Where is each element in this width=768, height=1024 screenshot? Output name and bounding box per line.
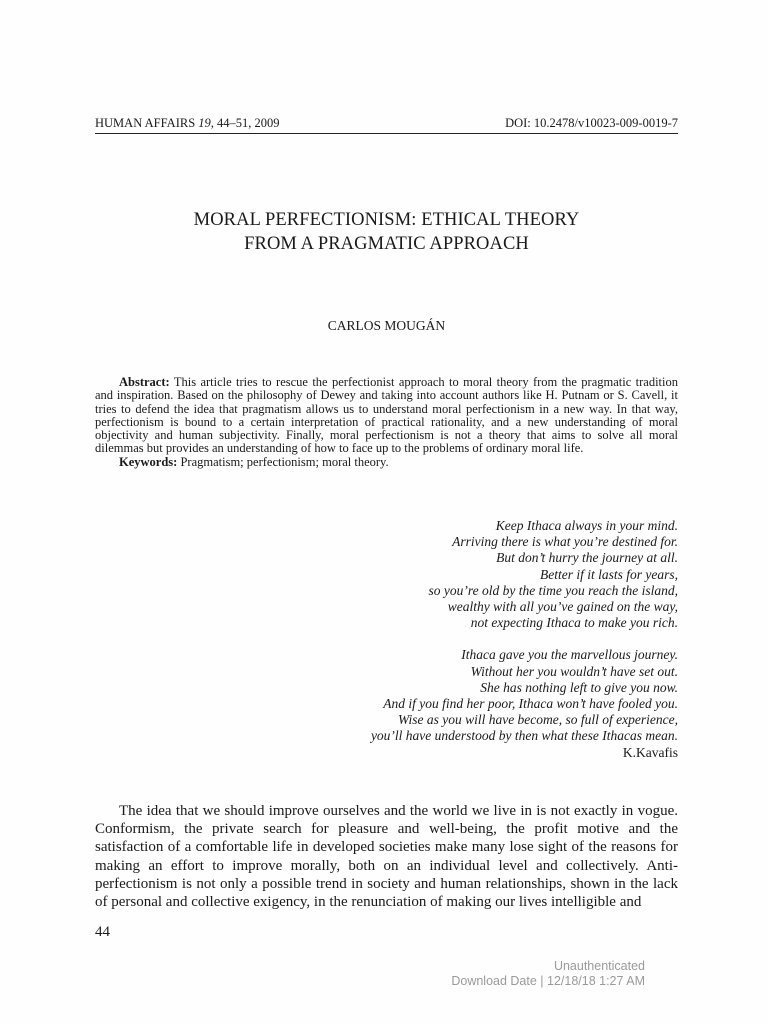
keywords-label: Keywords: bbox=[119, 454, 178, 469]
abstract bbox=[95, 376, 678, 469]
journal-citation bbox=[95, 116, 280, 131]
keywords bbox=[95, 456, 678, 469]
poem-line: And if you find her poor, Ithaca won’t have fooled you. bbox=[383, 696, 678, 712]
watermark-line-1: Unauthenticated bbox=[553, 959, 645, 973]
poem-line: Keep Ithaca always in your mind. bbox=[495, 518, 678, 533]
abstract-text: This article tries to rescue the perfectionist approach to moral theory from the pragmatic tradition and inspiration. Based on the philosophy of Dewey and taking into account authors like H. Putnam or S. Cavell, it tries to defend the idea that pragmatism allows us to understand moral perfectionism in a new way. In that way, perfectionism is bound to a certain interpretation of practical rationality, and a new understanding of moral objectivity and human subjectivity. Finally, moral perfectionism is not a theory that aims to solve all moral dilemmas but provides an understanding of how to face up to the problems of ordinary moral life. bbox=[95, 375, 678, 456]
doi: DOI: 10.2478/v10023-009-0019-7 bbox=[505, 116, 678, 130]
poem-line: Without her you wouldn’t have set out. bbox=[470, 663, 678, 679]
journal-pages: , 44–51, 2009 bbox=[210, 116, 280, 130]
running-header bbox=[95, 116, 678, 132]
poem-line: Arriving there is what you’re destined for. bbox=[452, 534, 678, 550]
journal-volume: 19 bbox=[198, 116, 211, 130]
poem-line: wealthy with all you’ve gained on the way, bbox=[447, 599, 678, 615]
abstract-label: Abstract: bbox=[119, 375, 170, 389]
author-name: CARLOS MOUGÁN bbox=[327, 318, 446, 333]
page-number: 44 bbox=[95, 924, 110, 940]
poem-stanza-1 bbox=[95, 518, 678, 631]
watermark-line-2: Download Date | 12/18/18 1:27 AM bbox=[451, 974, 645, 988]
title-line-1: MORAL PERFECTIONISM: ETHICAL THEORY bbox=[193, 210, 580, 230]
article-title bbox=[95, 208, 678, 256]
body-text bbox=[95, 802, 678, 911]
body-paragraph: The idea that we should improve ourselves and the world we live in is not exactly in vogue. Conformism, the private search for pleasure and well-being, the profit motive and the satisfaction of a comfortable life in developed societies make many lose sight of the reasons for making an effort to improve morally, both on an individual level and collectively. Anti-perfectionism is not only a possible trend in society and human relationships, shown in the lack of personal and collective exigency, in the renunciation of making our lives intelligible and bbox=[95, 803, 678, 911]
poem-line: Ithaca gave you the marvellous journey. bbox=[461, 647, 678, 663]
poem-stanza-2 bbox=[95, 647, 678, 760]
header-rule bbox=[95, 133, 678, 134]
epigraph-poem bbox=[95, 518, 678, 761]
poem-line: Wise as you will have become, so full of experience, bbox=[397, 712, 678, 728]
poem-line: so you’re old by the time you reach the island, bbox=[428, 582, 678, 598]
keywords-text: Pragmatism; perfectionism; moral theory. bbox=[177, 454, 389, 469]
poem-line: not expecting Ithaca to make you rich. bbox=[470, 615, 678, 631]
poem-line: She has nothing left to give you now. bbox=[480, 679, 678, 695]
title-line-2: FROM A PRAGMATIC APPROACH bbox=[244, 234, 529, 254]
poem-attribution: K.Kavafis bbox=[622, 744, 678, 760]
poem-line: you’ll have understood by then what these Ithacas mean. bbox=[370, 728, 678, 744]
abstract-paragraph bbox=[95, 376, 678, 456]
poem-line: Better if it lasts for years, bbox=[540, 566, 678, 582]
journal-name: HUMAN AFFAIRS bbox=[95, 116, 199, 130]
poem-line: But don’t hurry the journey at all. bbox=[496, 550, 678, 566]
